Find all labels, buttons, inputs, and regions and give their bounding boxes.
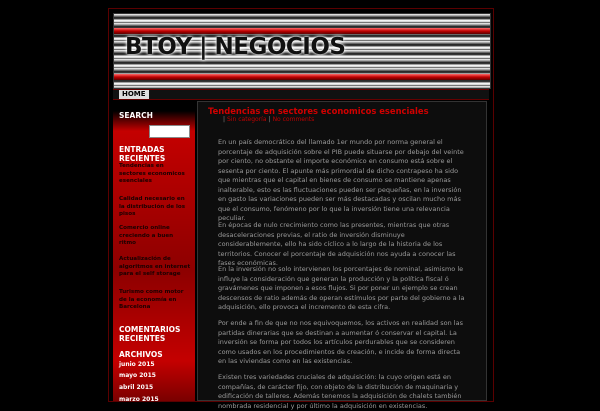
archives-heading: ARCHIVOS	[119, 350, 163, 359]
archive-link[interactable]: mayo 2015	[119, 372, 156, 379]
archive-link[interactable]: abril 2015	[119, 384, 154, 391]
nav-home-link[interactable]: HOME	[119, 90, 149, 99]
site-title[interactable]: BTOY | NEGOCIOS	[125, 34, 346, 60]
recent-post-link[interactable]: Actualización de algoritmos en internet para el self storage	[119, 256, 191, 278]
recent-comments-heading: COMENTARIOS RECIENTES	[119, 325, 181, 343]
sidebar	[113, 101, 195, 401]
post-paragraph: Existen tres variedades cruciales de adquisición: la cuyo origen está en compañías, de carácter fijo, con objeto de la distribución de maquinaria y edificación de talleres. Además tenemos la adquisición de chalets también nombrada residencial y por último la adquisición en existencias.	[218, 373, 462, 410]
post-paragraph: Por ende a fin de que no nos equivoquemos, los activos en realidad son las partidas dinerarias que se destinan a aumentar ó conservar el capital. La inversión se forma por todos los artículos perdurables que se consideren como usados en los procedimientos de creación, e incide de forma directa en las viviendas como en las existencias.	[218, 319, 463, 365]
archive-link[interactable]: junio 2015	[119, 361, 155, 368]
main-content	[197, 101, 487, 410]
post-title[interactable]: Tendencias en sectores economicos esenciales	[208, 106, 429, 116]
post-paragraph: En épocas de nulo crecimiento como las presentes, mientras que otras desaceleraciones previas, el ratio de inversión disminuye considerablemente, ello ha sido cíclico a lo largo de la historia de los territorios. Conocer el porcentaje de adquisición nos ayuda a conocer las fases económicas.	[218, 221, 456, 267]
nav-bar	[113, 89, 489, 100]
meta-separator: |	[268, 116, 271, 123]
search-input[interactable]	[149, 125, 190, 138]
post-category-link[interactable]: Sin categoría	[227, 116, 267, 123]
recent-post-link[interactable]: Turismo como motor de la economía en Barcelona	[119, 289, 184, 311]
recent-post-link[interactable]: Comercio online creciendo a buen ritmo	[119, 225, 174, 247]
post-comments-link[interactable]: No comments	[272, 116, 315, 123]
site-header	[113, 13, 491, 89]
archive-link[interactable]: marzo 2015	[119, 396, 159, 403]
header-red-stripe	[114, 74, 490, 80]
recent-posts-heading: ENTRADAS RECIENTES	[119, 145, 166, 163]
recent-post-link[interactable]: Tendencias en sectores economicos esenciales	[119, 163, 185, 185]
search-heading: SEARCH	[119, 111, 153, 120]
post-meta	[221, 116, 314, 123]
post-paragraph: En la inversión no solo intervienen los porcentajes de nominal, asimismo le influye la consideración que generan la producción y la política fiscal ó gravámenes que imponen a esos flujos. Si por poner un ejemplo se crean descensos de ratio además de operan estímulos por parte del gobierno a la adquisición, ello provoca el incremento de esta cifra.	[218, 265, 465, 311]
meta-separator: |	[223, 116, 226, 123]
page-frame	[108, 8, 494, 410]
recent-post-link[interactable]: Calidad necesario en la distribución de los pisos	[119, 196, 186, 218]
post-paragraph: En un país democrático del llamado 1er mundo por norma general el porcentaje de adquisición sobre el PIB puede situarse por debajo del veinte por ciento, no obstante el importe económico en consumo está sobre el sesenta por ciento. El apunte más primordial de dicho contrapeso ha sido que mientras que el capital en bienes de consumo se mantiene apenas inalterable, esto es las fluctuaciones pueden ser pequeñas, en la inversión en gasto las variaciones pueden ser más destacadas y oscilan mucho más que el consumo, fenómeno por lo que la inversión tiene una relevancia peculiar.	[218, 138, 464, 222]
